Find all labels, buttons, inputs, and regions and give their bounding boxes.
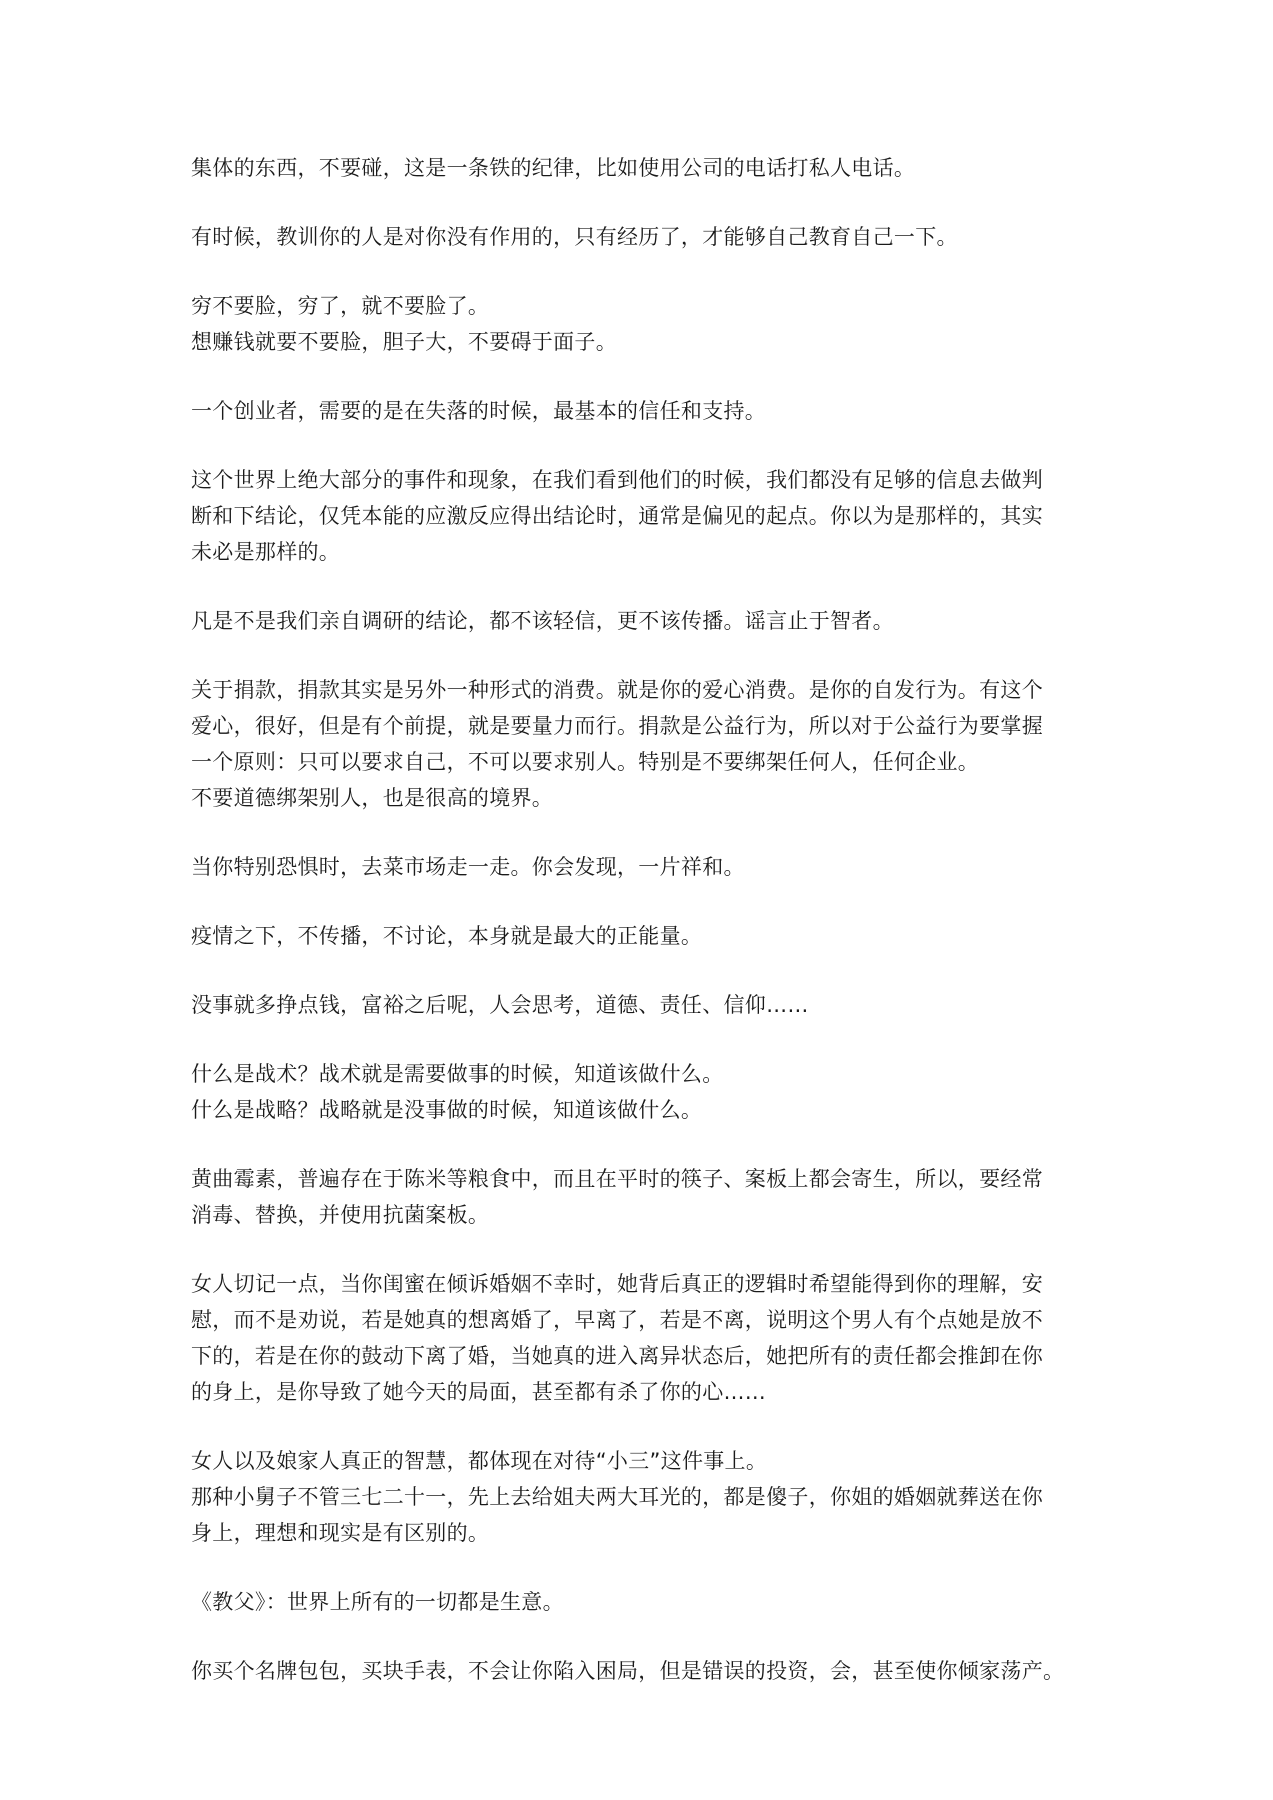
text-line: 什么是战略？战略就是没事做的时候，知道该做什么。 — [191, 1098, 703, 1122]
text-line: 凡是不是我们亲自调研的结论，都不该轻信，更不该传播。谣言止于智者。 — [191, 609, 894, 633]
text-line: 当你特别恐惧时，去菜市场走一走。你会发现，一片祥和。 — [191, 855, 745, 879]
text-line: 关于捐款，捐款其实是另外一种形式的消费。就是你的爱心消费。是你的自发行为。有这个 — [191, 678, 1043, 702]
text-line: 女人切记一点，当你闺蜜在倾诉婚姻不幸时，她背后真正的逻辑时希望能得到你的理解，安 — [191, 1272, 1043, 1296]
text-line: 爱心，很好，但是有个前提，就是要量力而行。捐款是公益行为，所以对于公益行为要掌握 — [191, 714, 1043, 738]
text-line: 没事就多挣点钱，富裕之后呢，人会思考，道德、责任、信仰…… — [191, 993, 809, 1017]
text-line: 未必是那样的。 — [191, 540, 341, 564]
text-line: 穷不要脸，穷了，就不要脸了。 — [191, 294, 490, 318]
paragraph — [191, 1443, 1091, 1551]
text-line: 消毒、替换，并使用抗菌案板。 — [191, 1203, 490, 1227]
text-line: 身上，理想和现实是有区别的。 — [191, 1521, 490, 1545]
text-line: 黄曲霉素，普遍存在于陈米等粮食中，而且在平时的筷子、案板上都会寄生，所以，要经常 — [191, 1167, 1043, 1191]
text-line: 你买个名牌包包，买块手表，不会让你陷入困局，但是错误的投资，会，甚至使你倾家荡产。 — [191, 1659, 1065, 1683]
paragraph — [191, 1266, 1091, 1410]
paragraph — [191, 1161, 1091, 1233]
paragraph — [191, 849, 1091, 885]
text-line: 断和下结论，仅凭本能的应激反应得出结论时，通常是偏见的起点。你以为是那样的，其实 — [191, 504, 1043, 528]
text-line: 有时候，教训你的人是对你没有作用的，只有经历了，才能够自己教育自己一下。 — [191, 225, 958, 249]
text-line: 什么是战术？战术就是需要做事的时候，知道该做什么。 — [191, 1062, 724, 1086]
paragraph — [191, 219, 1091, 255]
paragraph — [191, 288, 1091, 360]
document-body — [191, 150, 1091, 1722]
text-line: 那种小舅子不管三七二十一，先上去给姐夫两大耳光的，都是傻子，你姐的婚姻就葬送在你 — [191, 1485, 1043, 1509]
text-line: 下的，若是在你的鼓动下离了婚，当她真的进入离异状态后，她把所有的责任都会推卸在你 — [191, 1344, 1043, 1368]
paragraph — [191, 462, 1091, 570]
text-line: 慰，而不是劝说，若是她真的想离婚了，早离了，若是不离，说明这个男人有个点她是放不 — [191, 1308, 1043, 1332]
text-line: 集体的东西，不要碰，这是一条铁的纪律，比如使用公司的电话打私人电话。 — [191, 156, 916, 180]
paragraph — [191, 1056, 1091, 1128]
paragraph — [191, 1584, 1091, 1620]
text-line: 想赚钱就要不要脸，胆子大，不要碍于面子。 — [191, 330, 617, 354]
text-line: 一个原则：只可以要求自己，不可以要求别人。特别是不要绑架任何人，任何企业。 — [191, 750, 980, 774]
text-line: 这个世界上绝大部分的事件和现象，在我们看到他们的时候，我们都没有足够的信息去做判 — [191, 468, 1043, 492]
text-line: 的身上，是你导致了她今天的局面，甚至都有杀了你的心…… — [191, 1380, 767, 1404]
paragraph — [191, 918, 1091, 954]
paragraph — [191, 672, 1091, 816]
paragraph — [191, 987, 1091, 1023]
paragraph — [191, 603, 1091, 639]
text-line: 疫情之下，不传播，不讨论，本身就是最大的正能量。 — [191, 924, 703, 948]
paragraph — [191, 150, 1091, 186]
paragraph — [191, 1653, 1091, 1689]
text-line: 一个创业者，需要的是在失落的时候，最基本的信任和支持。 — [191, 399, 767, 423]
text-line: 不要道德绑架别人，也是很高的境界。 — [191, 786, 554, 810]
text-line: 《教父》：世界上所有的一切都是生意。 — [191, 1590, 564, 1614]
paragraph — [191, 393, 1091, 429]
text-line: 女人以及娘家人真正的智慧，都体现在对待“小三”这件事上。 — [191, 1449, 768, 1473]
